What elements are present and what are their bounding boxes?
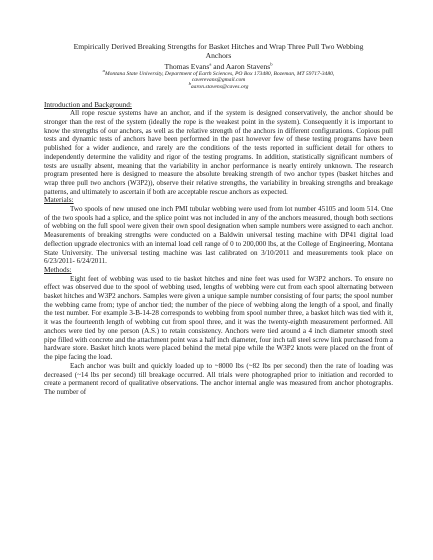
- materials-paragraph: Two spools of new unused one inch PMI tubular webbing were used from lot number 45105 and loom 514. One of the two spools had a splice, and the splice point was not included in any of the anchors measured, though both sections of webbing on the full spool were given their own spool designation when sample numbers were assigned to each anchor. Measurements of breaking strengths were conducted on a Baldwin universal testing machine with DP41 digital load deflection upgrade electronics with an internal load cell range of 0 to 200,000 lbs, at the College of Engineering, Montana State University. The universal testing machine was last calibrated on 3/10/2011 and measurements took place on 6/23/2011- 6/24/2011.: [44, 204, 393, 266]
- paper-title: [44, 42, 393, 61]
- paper-title-line-2: Anchors: [205, 51, 232, 61]
- author-line: [44, 62, 393, 71]
- author-1: Thomas Evans: [164, 61, 210, 71]
- paper-title-line-1: Empirically Derived Breaking Strengths for Basket Hitches and Wrap Three Pull Two Webbing: [73, 42, 364, 51]
- methods-paragraph-2: Each anchor was built and quickly loaded up to ~8000 lbs (~82 lbs per second) then the rate of loading was decreased (~14 lbs per second) till breakage occurred. All trials were photographed prior to initiation and recorded to create a permanent record of qualitative observations. The anchor internal angle was measured from anchor photographs. The number of: [44, 361, 393, 396]
- intro-heading: Introduction and Background:: [44, 99, 132, 109]
- email-2: aaron.stavens@caves.org: [190, 84, 249, 90]
- affiliation-superscript-a: a: [102, 67, 105, 73]
- affiliation-text: Montana State University, Department of Earth Sciences, PO Box 173480, Bozeman, MT 59717-3480,: [104, 70, 335, 77]
- materials-heading: Materials:: [44, 195, 74, 205]
- affiliation-block: [44, 67, 393, 91]
- author-1-superscript: a: [209, 61, 212, 67]
- methods-paragraph-1: Eight feet of webbing was used to tie basket hitches and nine feet was used for W3P2 anchors. To ensure no effect was observed due to the spool of webbing used, lengths of webbing were cut from each spool alternating between basket hitches and W3P2 anchors. Samples were given a unique sample number consisting of four parts; the spool number the webbing came from; type of anchor tied; the number of the piece of webbing along the length of a spool, and finally the test number. For example 3-B-14-28 corresponds to webbing from spool number three, a basket hitch was tied with it, it was the fourteenth length of webbing cut from spool three, and it was the twenty-eighth measurement performed. All anchors were tied by one person (A.S.) to retain consistency. Anchors were tied around a 4 inch diameter smooth steel pipe filled with concrete and the attachment point was a half inch diameter, four inch tall steel screw link purchased from a hardware store. Basket hitch knots were placed behind the metal pipe while the W3P2 knots were placed on the front of the pipe facing the load.: [44, 274, 393, 362]
- intro-paragraph: All rope rescue systems have an anchor, and if the system is designed conservatively, the anchor should be stronger than the rest of the system (ideally the rope is the weakest point in the system). Consequently it is important to know the strengths of our anchors, as well as the relative strength of the anchors in different configurations. Copious pull tests and dynamic tests of anchors have been performed in the past however few of these testing programs have been published for a wider audience, and rarely are the conditions of the tests reported in sufficient detail for others to independently determine the validity and rigor of the testing programs. In addition, statistically significant numbers of tests are usually absent, meaning that the variability in anchor performance is nearly entirely unknown. The research program presented here is designed to measure the absolute breaking strength of two anchor types (basket hitches and wrap three pull two anchors (W3P2)), observe their relative strengths, the variability in breaking strengths and breakage patterns, and ultimately to ascertain if both are acceptable rescue anchors as expected.: [44, 109, 393, 196]
- methods-heading: Methods:: [44, 265, 72, 274]
- author-2: Aaron Stavens: [225, 61, 271, 71]
- affiliation-superscript-b: b: [188, 81, 191, 87]
- author-conjunction: and: [211, 61, 226, 71]
- email-2-line: [44, 81, 393, 91]
- author-2-superscript: b: [270, 61, 273, 67]
- email-1: caverevans@gmail.com: [191, 77, 246, 84]
